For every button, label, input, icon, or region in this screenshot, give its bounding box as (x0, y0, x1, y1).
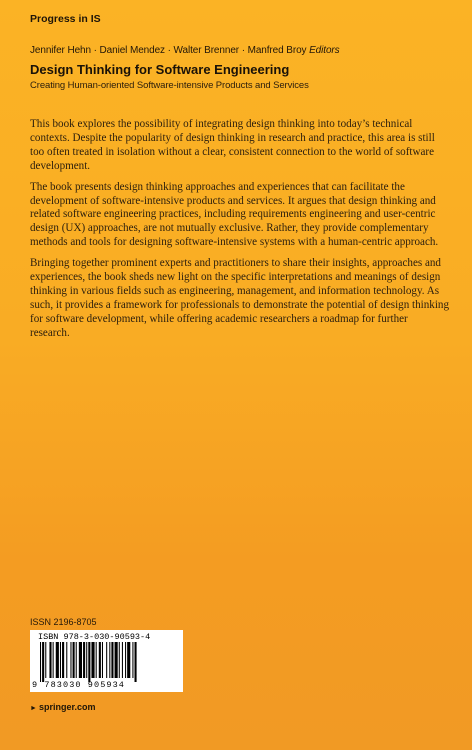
barcode-bar (60, 642, 61, 678)
issn-label: ISSN 2196-8705 (30, 617, 97, 627)
barcode-bar (45, 642, 46, 678)
barcode-bar (42, 642, 44, 682)
blurb-paragraph-1: This book explores the possibility of integrating design thinking into today’s technical contexts. Despite the popularity of design thinking in research and practice, this area is still too often treated in isolation without a clear, consistent connection to the world of software development. (30, 118, 435, 172)
barcode-bar (106, 642, 107, 678)
publisher-url: springer.com (38, 702, 96, 712)
barcode-graphic (40, 642, 176, 682)
barcode-bar (127, 642, 130, 678)
editor-names: Jennifer Hehn · Daniel Mendez · Walter Brenner · Manfred Broy (30, 45, 307, 56)
isbn-label: ISBN 978-3-030-90593-4 (38, 632, 151, 642)
barcode-bar (115, 642, 118, 678)
barcode-bar (73, 642, 75, 678)
barcode-bar (122, 642, 123, 678)
barcode-bar (99, 642, 101, 678)
barcode-bar (135, 642, 137, 682)
barcode-bar (119, 642, 120, 678)
editors-line (30, 45, 340, 56)
barcode-bar (53, 642, 54, 678)
blurb-paragraph-2: The book presents design thinking approaches and experiences that can facilitate the development of software-intensive products and services. It argues that design thinking and related software engineering practices, including requirements engineering and user-centric design (UX) approaches, are not mutually exclusive. Rather, they provide complementary methods and tools for designing software-intensive systems with a human-centric approach. (30, 180, 439, 249)
barcode-bar (62, 642, 64, 678)
barcode-bar (83, 642, 85, 678)
barcode-bar (91, 642, 94, 678)
barcode-bar (102, 642, 103, 678)
book-title: Design Thinking for Software Engineering (30, 62, 290, 77)
barcode-bar (56, 642, 59, 678)
barcode-bar (109, 642, 110, 678)
barcode-bar (79, 642, 82, 678)
series-name: Progress in IS (30, 13, 101, 25)
editors-label: Editors (306, 45, 340, 56)
publisher-link[interactable] (30, 702, 95, 712)
barcode-bar (66, 642, 67, 678)
barcode-bar (86, 642, 87, 678)
barcode-bar (125, 642, 126, 678)
barcode-bar (88, 642, 90, 682)
arrow-right-icon: ► (30, 705, 37, 712)
barcode-bar (76, 642, 77, 678)
barcode-bar (96, 642, 97, 678)
barcode-digits: 9 783030 905934 (32, 680, 126, 690)
barcode-bar (40, 642, 41, 682)
barcode-bar (70, 642, 71, 678)
blurb-paragraph-3: Bringing together prominent experts and practitioners to share their insights, approaches and experiences, the book sheds new light on the specific interpretations and meanings of design thinking in various fields such as engineering, management, and information technology. As such, it provides a framework for professionals to demonstrate the potential of design thinking for software development, while offering academic researchers a roadmap for further research. (30, 257, 450, 339)
blurb (30, 118, 450, 348)
book-subtitle: Creating Human-oriented Software-intensive Products and Services (30, 80, 309, 91)
barcode-panel (30, 630, 183, 692)
barcode-bar (132, 642, 133, 678)
barcode-bar (111, 642, 113, 678)
barcode-bar (49, 642, 51, 678)
